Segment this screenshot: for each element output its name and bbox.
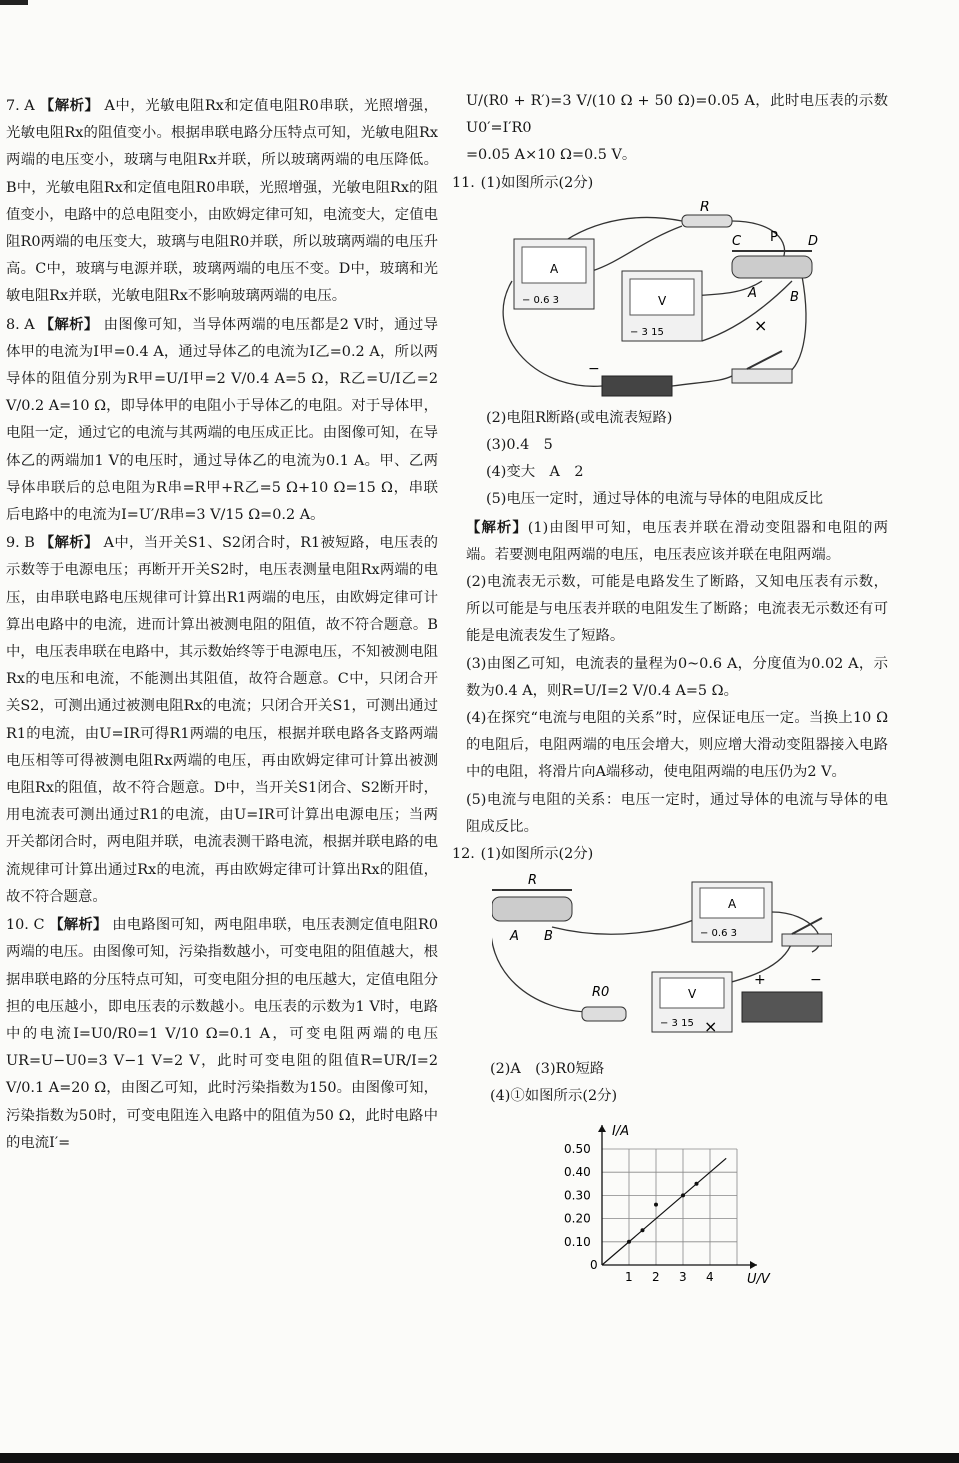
rheostat-12-a-label: A	[510, 929, 519, 945]
voltmeter-scale: − 3 15	[630, 326, 664, 338]
chart-y-tick-label: 0.20	[564, 1211, 591, 1226]
rheostat-a-label: A	[748, 285, 757, 301]
answer-7-number: 7. A	[6, 98, 35, 114]
chart-x-tick-label: 1	[625, 1269, 633, 1284]
answer-10	[6, 911, 438, 1157]
answer-10-continued-2: =0.05 A×10 Ω=0.5 V。	[466, 147, 637, 164]
chart-y-tick-label: 0.40	[564, 1164, 591, 1179]
answer-10-tag: 【解析】	[49, 916, 108, 934]
voltmeter-label: V	[658, 293, 667, 308]
chart-y-tick-label: 0.10	[564, 1234, 591, 1249]
answer-7-text-a: A中，光敏电阻R	[104, 98, 216, 114]
answer-10-number: 10. C	[6, 917, 45, 934]
chart-x-tick-label: 2	[652, 1269, 660, 1284]
answer-11-item-2: (2)电阻R断路(或电流表短路)	[486, 409, 673, 426]
chart-x-tick-label: 3	[679, 1269, 687, 1284]
chart-data-point	[654, 1202, 658, 1206]
rheostat-12-shape	[492, 897, 572, 921]
chart-y-tick-label: 0.50	[564, 1141, 591, 1156]
ammeter-12-scale: − 0.6 3	[700, 928, 738, 940]
answer-11-analysis-1	[452, 514, 888, 569]
rheostat-p-label: P	[770, 229, 778, 245]
rheostat-d-label: D	[808, 233, 819, 249]
answer-11-analysis-5: (5)电流与电阻的关系：电压一定时，通过导体的电流与导体的电阻成反比。	[466, 791, 888, 835]
battery-12-minus-label: −	[810, 972, 822, 989]
answer-11-heading	[452, 170, 888, 197]
resistor-r0-label: R0	[592, 985, 610, 1001]
left-column	[6, 92, 438, 1157]
battery-12-shape	[742, 992, 822, 1022]
chart-x-tick-label: 4	[706, 1269, 714, 1284]
wire-cross-mark-12: ×	[704, 1017, 718, 1037]
battery-shape	[602, 376, 672, 396]
answer-9-number: 9. B	[6, 535, 35, 552]
answer-11-number: 11.	[452, 174, 475, 191]
answer-8-text: 由图像可知，当导体两端的电压都是2 V时，通过导体甲的电流为I甲=0.4 A，通过导体乙的电流为I乙=0.2 A，所以两导体的阻值分别为R甲=U/I甲=2 V/0.4 A=5 Ω，R乙=U/I乙=2 V/0.2 A=10 Ω，即导体甲的电阻小于导体乙的电阻。对于导体甲，电阻一定，通过它的电流与其两端的电压成正比。由图像可知，在导体乙的两端加1 V的电压时，通过导体乙的电流为0.1 A。甲、乙两导体串联后的总电阻为R串=R甲+R乙=5 Ω+10 Ω=15 Ω，串联后电路中的电流为I=U′/R串=3 V/15 Ω=0.2 A。	[6, 316, 439, 524]
rheostat-shape	[732, 256, 812, 278]
answer-12-item-2: (2)A (3)R0短路	[490, 1061, 605, 1078]
resistor-r-shape	[682, 215, 732, 227]
answer-8-tag: 【解析】	[39, 315, 99, 333]
iu-chart	[562, 1115, 792, 1295]
answer-9-tag: 【解析】	[39, 534, 99, 552]
answer-7	[6, 92, 438, 311]
answer-9	[6, 529, 438, 911]
chart-data-point	[681, 1193, 685, 1197]
ammeter-12-label: A	[728, 897, 737, 912]
iu-chart-wrapper	[562, 1115, 888, 1305]
answer-12-item-3: (4)①如图所示(2分)	[490, 1088, 618, 1105]
answer-11-analysis-3: (3)由图乙可知，电流表的量程为0~0.6 A，分度值为0.02 A，示数为0.4 A，则R=U/I=2 V/0.4 A=5 Ω。	[466, 655, 888, 699]
voltmeter-12-label: V	[688, 987, 697, 1002]
ammeter-label: A	[550, 261, 559, 276]
answer-11-item-4: (4)变大 A 2	[486, 464, 584, 481]
chart-data-point	[627, 1239, 631, 1243]
wire-cross-mark: ×	[754, 315, 768, 335]
chart-y-axis-label: I/A	[612, 1123, 630, 1139]
chart-y-tick-label: 0.30	[564, 1188, 591, 1203]
answer-11-analysis-4: (4)在探究“电流与电阻的关系”时，应保证电压一定。当换上10 Ω的电阻后，电阻两端的电压会增大，则应增大滑动变阻器接入电路中的电阻，将滑片向A端移动，使电阻两端的电压仍为2 V。	[466, 710, 888, 781]
battery-12-plus-label: +	[754, 972, 766, 989]
answer-11-analysis-text-1: (1)由图甲可知，电压表并联在滑动变阻器和电阻的两端。若要测电阻两端的电压，电压表应该并联在电阻两端。	[466, 519, 888, 563]
switch-shape	[732, 369, 792, 383]
chart-x-axis-label: U/V	[747, 1271, 770, 1287]
answer-11-analysis-tag: 【解析】	[466, 518, 528, 536]
rheostat-12-b-label: B	[544, 929, 553, 945]
top-edge-mark	[0, 0, 28, 5]
answer-8-number: 8. A	[6, 316, 35, 333]
resistor-r-label: R	[700, 200, 710, 215]
ammeter-scale: − 0.6 3	[522, 294, 560, 306]
answer-11-item-3: (3)0.4 5	[486, 437, 553, 454]
circuit-figure-11	[492, 201, 832, 401]
answer-11-item-5: (5)电压一定时，通过导体的电流与导体的电阻成反比	[486, 491, 823, 508]
answer-11-analysis-2: (2)电流表无示数，可能是电路发生了断路，又知电压表有示数，所以可能是与电压表并联的电阻发生了断路；电流表无示数还有可能是电流表发生了短路。	[466, 574, 888, 645]
rheostat-12-r-label: R	[528, 873, 538, 889]
chart-data-point	[641, 1228, 645, 1232]
answer-8	[6, 311, 438, 530]
voltmeter-12-scale: − 3 15	[660, 1018, 694, 1030]
answer-12-number: 12.	[452, 846, 475, 863]
right-column	[452, 88, 888, 1305]
chart-fit-line	[602, 1158, 726, 1265]
answer-12-item-1: (1)如图所示(2分)	[480, 846, 594, 863]
answer-12-heading	[452, 841, 888, 868]
resistor-r0-shape	[582, 1007, 626, 1021]
answer-11-item-1: (1)如图所示(2分)	[480, 174, 594, 191]
chart-origin-label: 0	[590, 1257, 598, 1272]
answer-7-tag: 【解析】	[39, 97, 100, 114]
chart-x-arrow	[750, 1261, 757, 1269]
switch-12-shape	[782, 934, 832, 946]
answer-7-text-b: x和定值电阻R0串联，光照增强，光敏电阻Rx的阻值变小。根据串联电路分压特点可知，光敏电阻Rx两端的电压变小，玻璃与电阻Rx并联，所以玻璃两端的电压降低。B中，光敏电阻Rx和定值电阻R0串联，光照增强，光敏电阻Rx的阻值变小，电路中的总电阻变小，由欧姆定律可知，电流变大，定值电阻R0两端的电压变大，玻璃与电阻R0并联，所以玻璃两端的电压升高。C中，玻璃与电源并联，玻璃两端的电压不变。D中，玻璃和光敏电阻Rx并联，光敏电阻Rx不影响玻璃两端的电压。	[6, 98, 438, 305]
bottom-edge-band	[0, 1453, 959, 1463]
chart-data-point	[695, 1181, 699, 1185]
answer-10-continued-1: U/(R0 + R′)=3 V/(10 Ω + 50 Ω)=0.05 A，此时电压表的示数U0′=I′R0	[466, 93, 888, 137]
rheostat-b-label: B	[790, 289, 799, 305]
rheostat-c-label: C	[732, 233, 742, 249]
answer-9-text: A中，当开关S1、S2闭合时，R1被短路，电压表的示数等于电源电压；再断开开关S2时，电压表测量电阻Rx两端的电压，由串联电路电压规律可计算出R1两端的电压，由欧姆定律可计算出电路中的电流，进而计算出被测电阻的阻值，故不符合题意。B中，电压表串联在电路中，其示数始终等于电源电压，不知被测电阻Rx的电压和电流，不能测出其阻值，故符合题意。C中，只闭合开关S2，可测出通过被测电阻Rx的电流；只闭合开关S1，可测出通过R1的电流，由U=IR可得R1两端的电压，根据并联电路各支路两端电压相等可得被测电阻Rx两端的电压，再由欧姆定律可计算出被测电阻Rx的阻值，故不符合题意。D中，当开关S1闭合、S2断开时，用电流表可测出通过R1的电流，由U=IR可计算出电源电压；当两开关都闭合时，两电阻并联，电流表测干路电流，根据并联电路的电流规律可计算出通过Rx的电流，再由欧姆定律可计算出Rx的阻值，故不符合题意。	[6, 535, 438, 905]
circuit-figure-12	[492, 872, 832, 1052]
chart-y-arrow	[598, 1125, 606, 1132]
switch-lever	[747, 351, 782, 369]
battery-minus-label: −	[588, 360, 600, 377]
answer-10-text: 由电路图可知，两电阻串联，电压表测定值电阻R0两端的电压。由图像可知，污染指数越小，可变电阻的阻值越大，根据串联电路的分压特点可知，可变电阻分担的电压越大，定值电阻分担的电压越小，即电压表的示数越小。电压表的示数为1 V时，电路中的电流I=U0/R0=1 V/10 Ω=0.1 A，可变电阻两端的电压UR=U−U0=3 V−1 V=2 V，此时可变电阻的阻值R=UR/I=2 V/0.1 A=20 Ω，由图乙可知，此时污染指数为150。由图像可知，污染指数为50时，可变电阻连入电路中的阻值为50 Ω，此时电路中的电流I′=	[6, 917, 438, 1151]
